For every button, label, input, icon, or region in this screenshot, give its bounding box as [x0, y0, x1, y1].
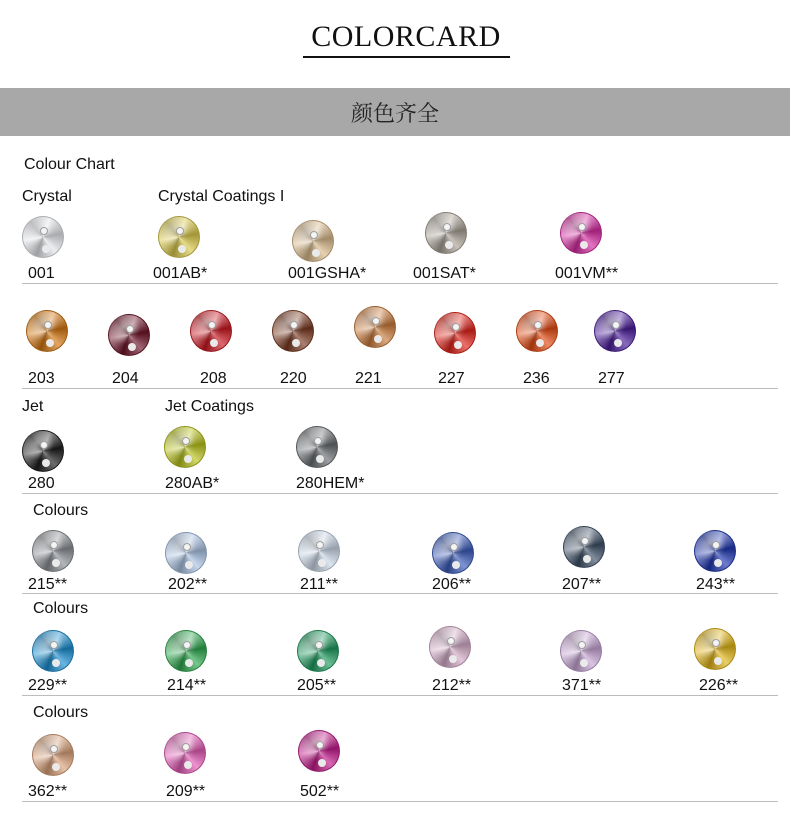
- swatch-gem: [272, 310, 314, 352]
- swatch-code: 211**: [300, 576, 338, 593]
- swatch-gem: [165, 630, 207, 672]
- swatch-code: 001VM**: [555, 265, 619, 282]
- swatch-code: 214**: [167, 677, 207, 694]
- swatch-gem: [560, 630, 602, 672]
- swatch-code: 206**: [432, 576, 472, 593]
- swatch-gem: [560, 212, 602, 254]
- swatch-gem: [563, 526, 605, 568]
- swatch-code: 280AB*: [165, 475, 220, 492]
- swatch-gem: [354, 306, 396, 348]
- title-underline: [303, 56, 510, 58]
- divider: [22, 801, 778, 802]
- divider: [22, 695, 778, 696]
- swatch-code: 371**: [562, 677, 602, 694]
- swatch-gem: [292, 220, 334, 262]
- swatch-gem: [432, 532, 474, 574]
- swatch-gem: [694, 530, 736, 572]
- section-jet: Jet: [22, 398, 44, 415]
- swatch-gem: [297, 630, 339, 672]
- swatch-code: 001AB*: [153, 265, 208, 282]
- section-colours-3: Colours: [33, 704, 89, 721]
- swatch-code: 212**: [432, 677, 472, 694]
- swatch-gem: [429, 626, 471, 668]
- swatch-code: 280: [28, 475, 55, 492]
- swatch-code: 277: [598, 370, 625, 387]
- swatch-code: 362**: [28, 783, 68, 800]
- section-colours-1: Colours: [33, 502, 89, 519]
- swatch-code: 203: [28, 370, 55, 387]
- swatch-gem: [425, 212, 467, 254]
- swatch-gem: [32, 734, 74, 776]
- swatch-code: 204: [112, 370, 139, 387]
- swatch-gem: [694, 628, 736, 670]
- banner: [0, 88, 790, 136]
- swatch-code: 227: [438, 370, 465, 387]
- colour-chart-heading: Colour Chart: [24, 156, 115, 173]
- swatch-code: 001GSHA*: [288, 265, 367, 282]
- swatch-gem: [22, 430, 64, 472]
- page-title: COLORCARD: [311, 20, 501, 53]
- swatch-code: 215**: [28, 576, 68, 593]
- swatch-code: 221: [355, 370, 382, 387]
- swatch-code: 226**: [699, 677, 739, 694]
- swatch-code: 280HEM*: [296, 475, 365, 492]
- swatch-code: 243**: [696, 576, 736, 593]
- swatch-code: 001: [28, 265, 55, 282]
- section-crystal-coatings: Crystal Coatings I: [158, 188, 285, 205]
- swatch-code: 207**: [562, 576, 602, 593]
- divider: [22, 593, 778, 594]
- section-crystal: Crystal: [22, 188, 72, 205]
- swatch-gem: [158, 216, 200, 258]
- swatch-gem: [26, 310, 68, 352]
- swatch-code: 220: [280, 370, 307, 387]
- swatch-gem: [32, 530, 74, 572]
- swatch-gem: [516, 310, 558, 352]
- swatch-gem: [164, 426, 206, 468]
- swatch-gem: [434, 312, 476, 354]
- swatch-code: 229**: [28, 677, 68, 694]
- swatch-gem: [32, 630, 74, 672]
- swatch-code: 202**: [168, 576, 208, 593]
- swatch-gem: [296, 426, 338, 468]
- banner-text: 颜色齐全: [350, 101, 439, 127]
- swatch-code: 205**: [297, 677, 337, 694]
- swatch-code: 001SAT*: [413, 265, 476, 282]
- swatch-code: 236: [523, 370, 550, 387]
- swatch-gem: [22, 216, 64, 258]
- swatch-gem: [190, 310, 232, 352]
- swatch-code: 209**: [166, 783, 206, 800]
- swatch-gem: [165, 532, 207, 574]
- swatch-code: 502**: [300, 783, 340, 800]
- section-colours-2: Colours: [33, 600, 89, 617]
- swatch-code: 208: [200, 370, 227, 387]
- divider: [22, 283, 778, 284]
- swatch-gem: [594, 310, 636, 352]
- divider: [22, 493, 778, 494]
- divider: [22, 388, 778, 389]
- swatch-gem: [298, 730, 340, 772]
- swatch-gem: [164, 732, 206, 774]
- swatch-gem: [298, 530, 340, 572]
- section-jet-coatings: Jet Coatings: [165, 398, 254, 415]
- swatch-gem: [108, 314, 150, 356]
